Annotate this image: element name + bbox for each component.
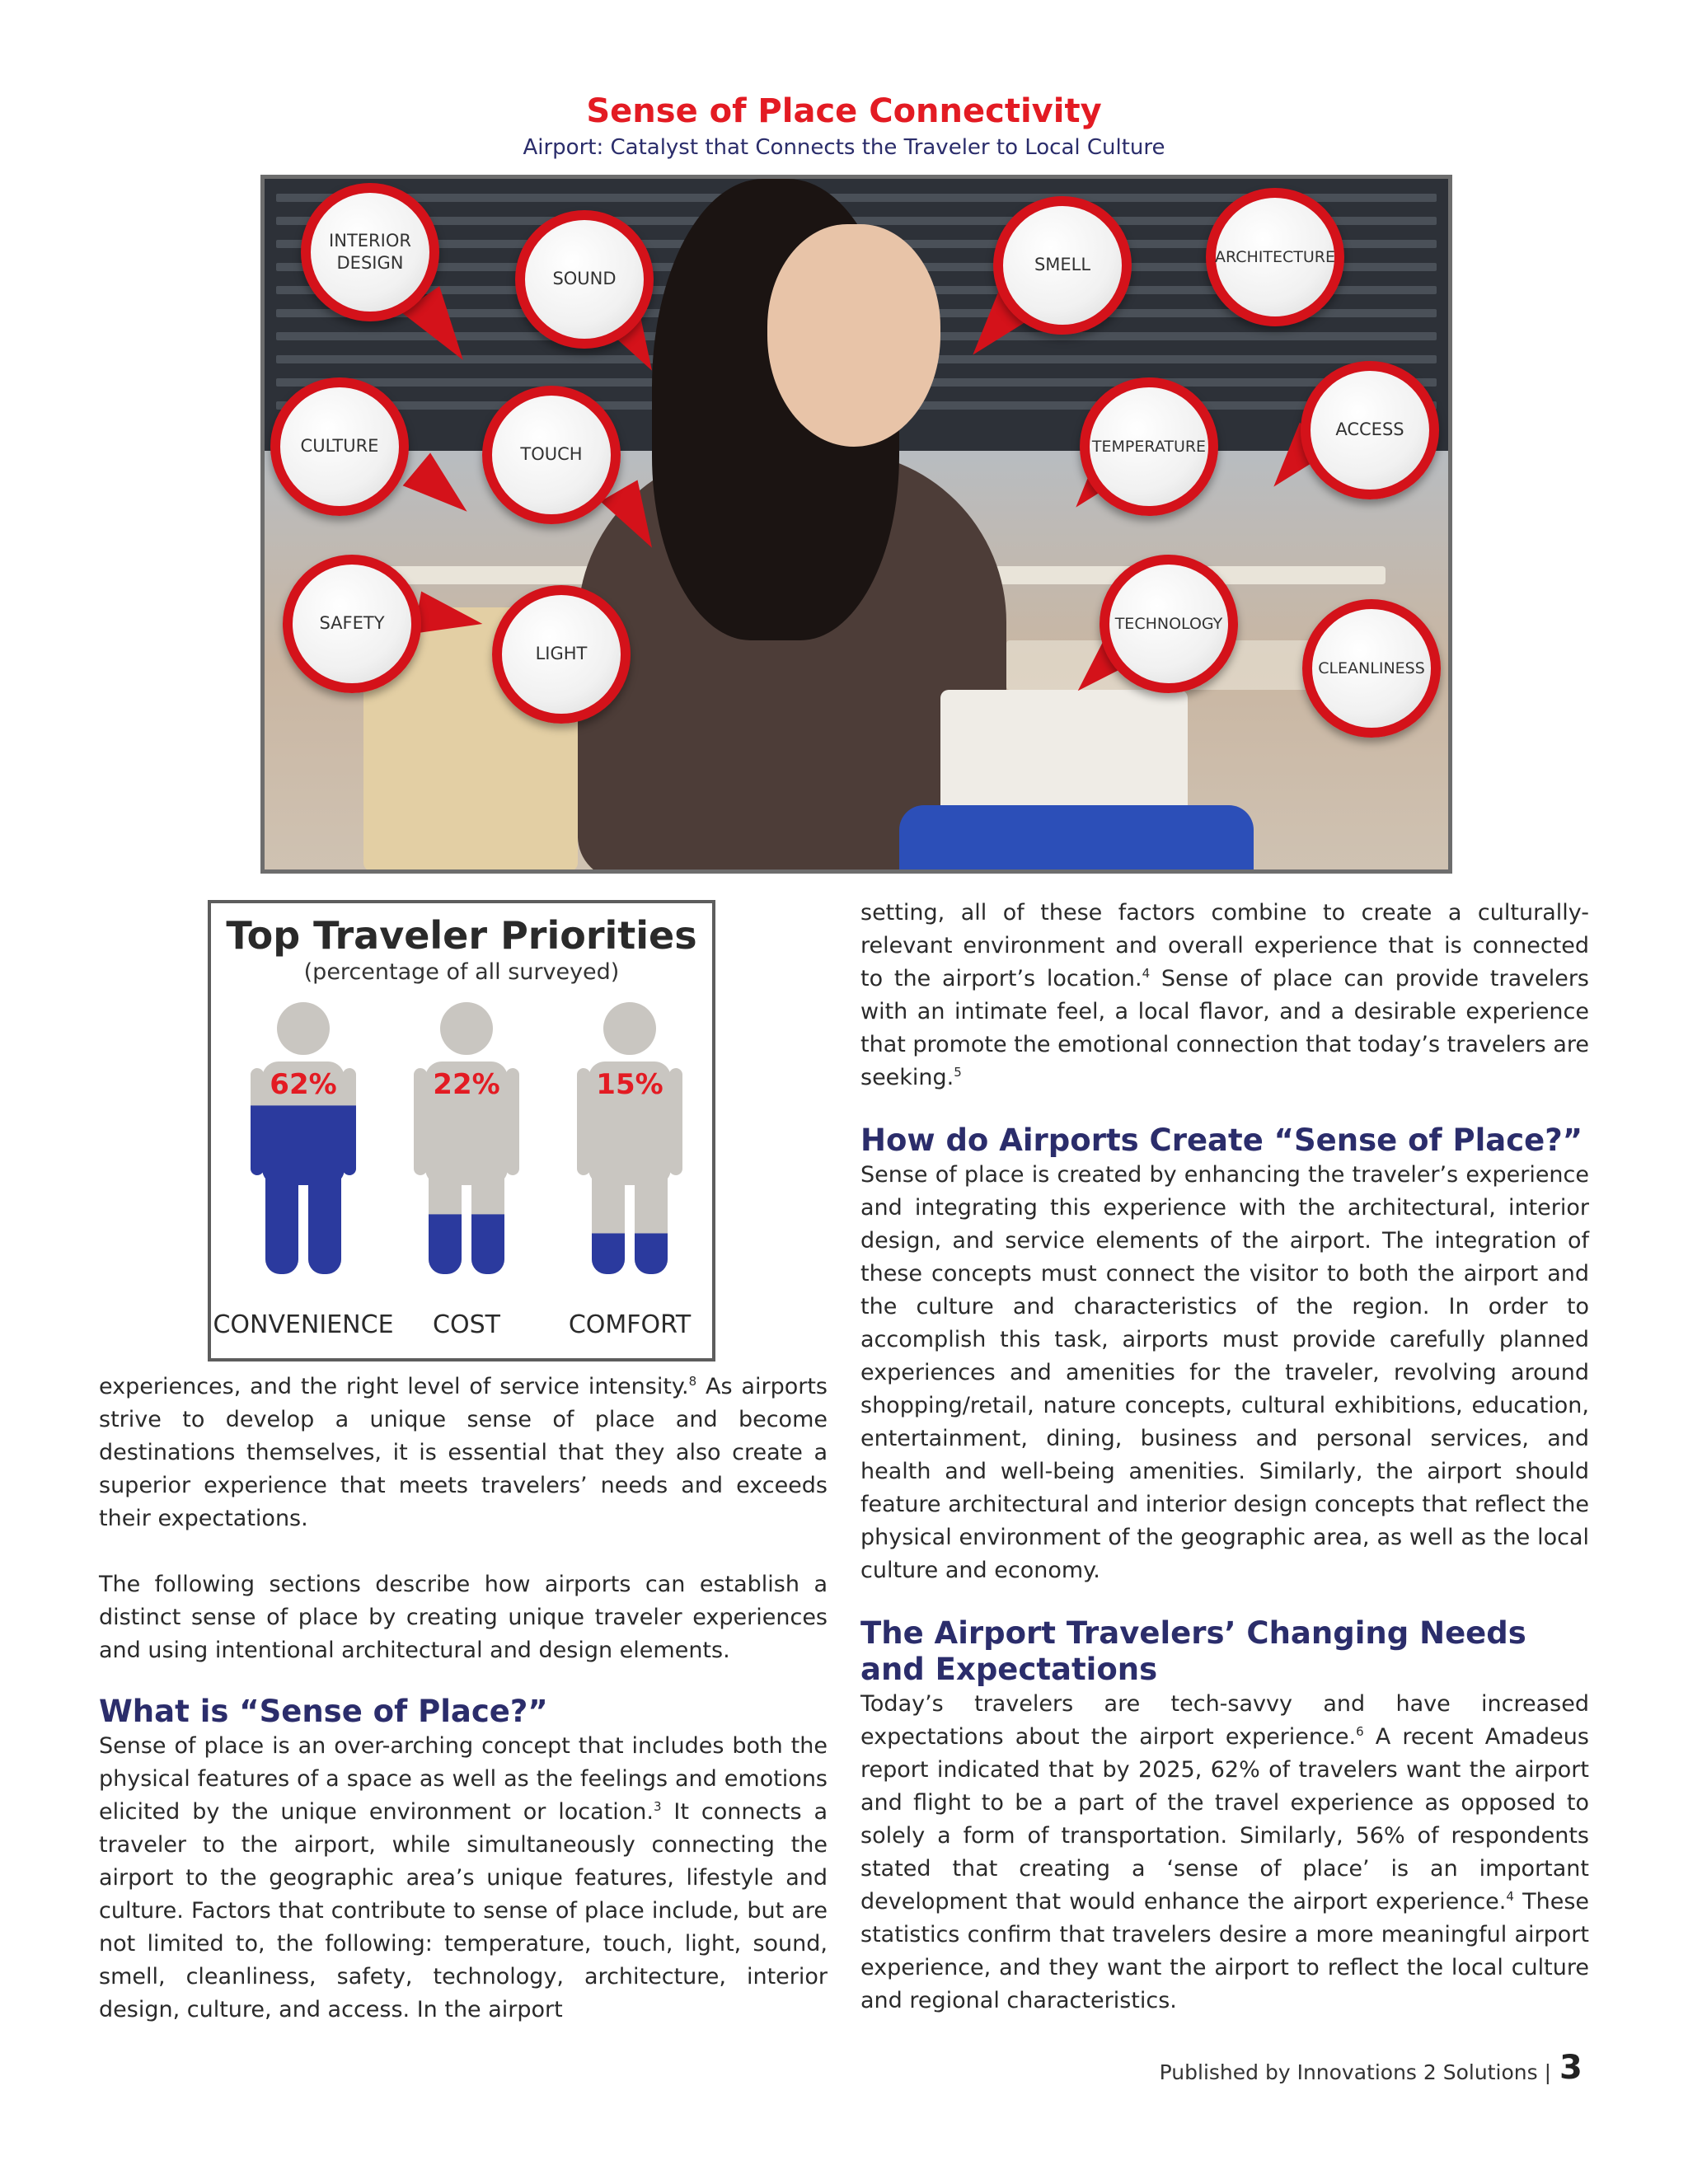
bubble-technology: TECHNOLOGY: [1100, 555, 1238, 693]
paragraph: [99, 1371, 828, 1535]
heading-line: and Expectations: [860, 1652, 1158, 1687]
label-cost: COST: [433, 1310, 500, 1339]
bubble-safety: SAFETY: [283, 555, 421, 693]
paragraph: The following sections describe how airports can establish a distinct sense of place by creating unique traveler experiences and using intentional architectural and design elements.: [99, 1572, 828, 1663]
right-column: [860, 897, 1589, 2018]
section-heading: [860, 1615, 1589, 1688]
text-run: A recent Amadeus report indicated that by 2025, 62% of travelers want the airport and flight to be a part of the travel experience as opposed to solely a form of transportation. Similarly, 56% of respondents stated that creating a ‘sense of place’ is an important development that would enhance the airport experience.: [860, 1724, 1589, 1915]
text-run: As airports strive to develop a unique sense of place and become destinations themselves, it is essential that they also create a superior experience that meets travelers’ needs and exceeds their expectations.: [99, 1374, 828, 1531]
text-run: Today’s travelers are tech-savvy and have increased expectations about the airport experience.: [860, 1691, 1589, 1750]
footnote-ref: 8: [688, 1374, 697, 1389]
text-run: Sense of place can provide travelers with an intimate feel, a local flavor, and a desirable experience that promote the emotional connection that today’s travelers are seeking.: [860, 966, 1589, 1090]
footnote-ref: 4: [1142, 966, 1151, 981]
page-number: 3: [1559, 2049, 1582, 2087]
figure-fill-convenience: [246, 1105, 361, 1274]
bubble-temperature: TEMPERATURE: [1080, 377, 1218, 516]
infographic-title: Top Traveler Priorities: [226, 913, 697, 958]
figure-empty-area: [409, 1002, 524, 1274]
figure-empty-area: [572, 1002, 687, 1274]
bubble-smell: SMELL: [993, 196, 1132, 335]
person-figure-convenience: [246, 1002, 361, 1274]
figure-title: Sense of Place Connectivity: [586, 92, 1102, 130]
footnote-ref: 5: [954, 1065, 962, 1080]
person-figure-comfort: [572, 1002, 687, 1274]
paragraph: [860, 897, 1589, 1094]
section-heading: What is “Sense of Place?”: [99, 1694, 548, 1729]
bubble-light: LIGHT: [492, 585, 631, 724]
text-run: experiences, and the right level of service intensity.: [99, 1374, 689, 1399]
footnote-ref: 3: [653, 1799, 662, 1814]
bubble-culture: CULTURE: [270, 377, 409, 516]
left-column: [99, 1371, 828, 2027]
people-figures: [211, 1002, 712, 1282]
bubble-cleanliness: CLEANLINESS: [1302, 599, 1441, 738]
footnote-ref: 4: [1506, 1889, 1514, 1904]
bubble-architecture: ARCHITECTURE: [1206, 188, 1344, 326]
infographic-subtitle: (percentage of all surveyed): [303, 959, 620, 985]
bubble-touch: TOUCH: [482, 386, 621, 524]
bubble-access: ACCESS: [1301, 361, 1439, 499]
footer-publisher: Published by Innovations 2 Solutions |: [1159, 2060, 1551, 2084]
bubble-interior-design: INTERIOR DESIGN: [301, 183, 439, 321]
pct-convenience: 62%: [270, 1068, 337, 1101]
label-convenience: CONVENIENCE: [213, 1310, 394, 1339]
text-run: Sense of place is an over-arching concept that includes both the physical features of a space as well as the feelings and emotions elicited by the unique environment or location.: [99, 1733, 828, 1825]
figure-subtitle: Airport: Catalyst that Connects the Traveler to Local Culture: [523, 135, 1165, 160]
pct-cost: 22%: [433, 1068, 500, 1101]
paragraph: [99, 1730, 828, 2027]
traveler-priorities-infographic: [208, 900, 715, 1361]
text-run: It connects a traveler to the airport, while simultaneously connecting the airport to the geographic area’s unique features, lifestyle and culture. Factors that contribute to sense of place include, but are not limited to, the following: temperature, touch, light, sound, smell, cleanliness, safety, technology, architecture, interior design, culture, and access. In the airport: [99, 1799, 828, 2022]
bubble-sound: SOUND: [515, 210, 654, 349]
label-comfort: COMFORT: [568, 1310, 692, 1339]
paragraph: [860, 1688, 1589, 2018]
pct-comfort: 15%: [596, 1068, 663, 1101]
text-run: These statistics confirm that travelers desire a more meaningful airport experience, and they want the airport to reflect the local culture and regional characteristics.: [860, 1889, 1589, 2013]
text-run: setting, all of these factors combine to create a culturally-relevant environment and overall experience that is connected to the airport’s location.: [860, 900, 1589, 991]
figure-fill-comfort: [572, 1234, 687, 1275]
footnote-ref: 6: [1356, 1724, 1364, 1739]
heading-line: The Airport Travelers’ Changing Needs: [860, 1615, 1526, 1651]
figure-fill-cost: [409, 1214, 524, 1274]
luggage-cart: [899, 805, 1254, 874]
traveler-face: [767, 224, 940, 447]
paragraph: Sense of place is created by enhancing the traveler’s experience and integrating this experience with the architectural, interior design, and service elements of the airport. The integration of these concepts must connect the visitor to both the airport and the culture and characteristics of the region. In order to accomplish this task, airports must provide carefully planned experiences and amenities for the traveler, revolving around shopping/retail, nature concepts, cultural exhibitions, education, entertainment, dining, business and personal services, and health and well-being amenities. Similarly, the airport should feature architectural and interior design concepts that reflect the physical environment of the geographic area, as well as the local culture and economy.: [860, 1162, 1589, 1583]
section-heading: How do Airports Create “Sense of Place?”: [860, 1122, 1583, 1158]
person-figure-cost: [409, 1002, 524, 1274]
